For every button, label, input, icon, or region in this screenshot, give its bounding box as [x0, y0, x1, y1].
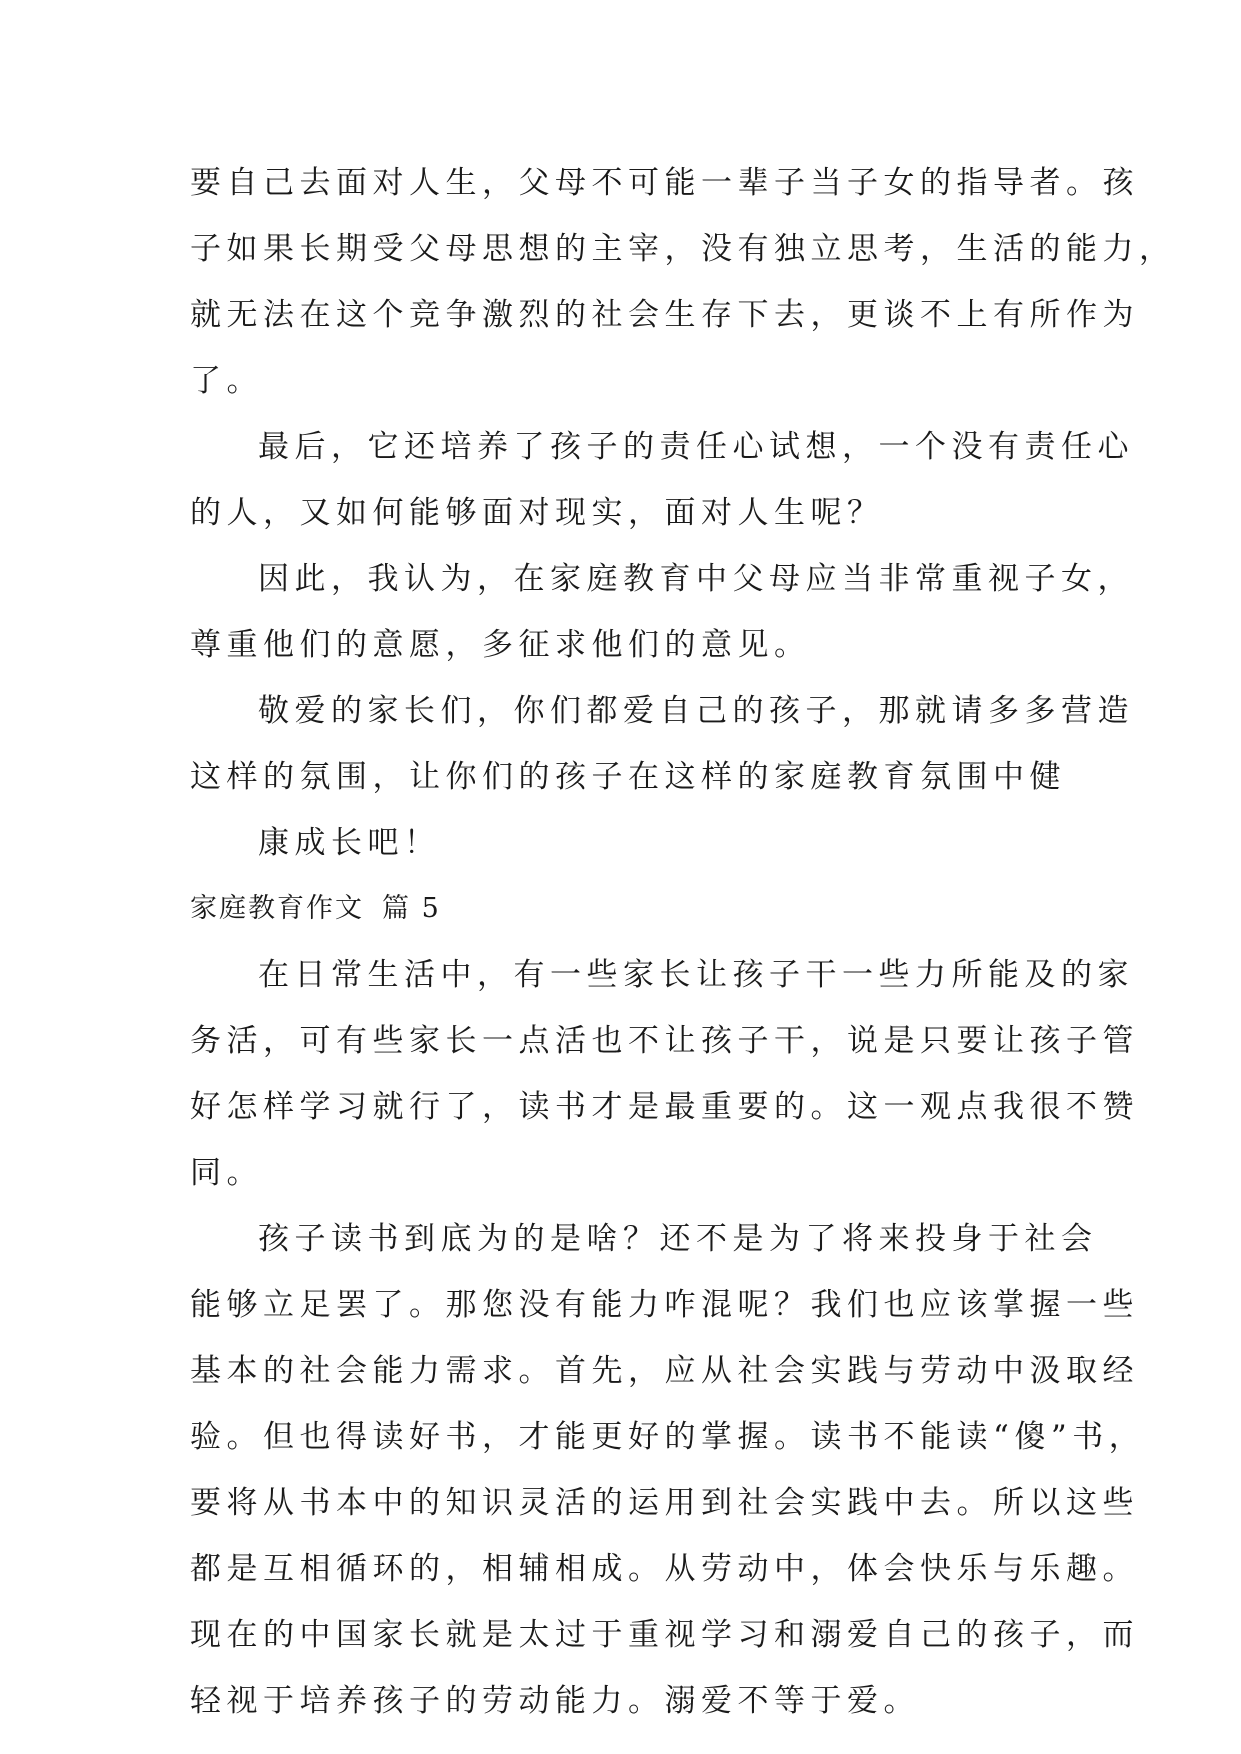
text-line: 能够立足罢了。那您没有能力咋混呢？我们也应该掌握一些: [190, 1287, 1139, 1323]
text-line: 都是互相循环的，相辅相成。从劳动中，体会快乐与乐趣。: [190, 1551, 1139, 1587]
text-line: 务活，可有些家长一点活也不让孩子干，说是只要让孩子管: [190, 1023, 1139, 1059]
text-line: 最后，它还培养了孩子的责任心试想，一个没有责任心: [258, 429, 1134, 465]
text-line: 现在的中国家长就是太过于重视学习和溺爱自己的孩子，而: [190, 1617, 1139, 1653]
text-line: 孩子读书到底为的是啥？还不是为了将来投身于社会: [258, 1221, 1098, 1257]
text-line: 了。: [190, 363, 263, 399]
text-line: 就无法在这个竞争激烈的社会生存下去，更谈不上有所作为: [190, 297, 1139, 333]
text-line: 要自己去面对人生，父母不可能一辈子当子女的指导者。孩: [190, 165, 1139, 201]
text-line: 因此，我认为，在家庭教育中父母应当非常重视子女，: [258, 561, 1134, 597]
text-line: 同。: [190, 1155, 263, 1191]
section-label: 篇 5: [382, 893, 441, 924]
section-title: 家庭教育作文: [190, 893, 364, 924]
text-line: 康成长吧！: [258, 825, 441, 861]
text-line: 验。但也得读好书，才能更好的掌握。读书不能读“傻”书，: [190, 1419, 1146, 1455]
text-line: 的人，又如何能够面对现实，面对人生呢？: [190, 495, 884, 531]
text-line: 尊重他们的意愿，多征求他们的意见。: [190, 627, 811, 663]
text-line: 基本的社会能力需求。首先，应从社会实践与劳动中汲取经: [190, 1353, 1139, 1389]
text-line: 轻视于培养孩子的劳动能力。溺爱不等于爱。: [190, 1683, 920, 1719]
section-heading: [190, 889, 1070, 929]
text-line: 这样的氛围，让你们的孩子在这样的家庭教育氛围中健: [190, 759, 1066, 795]
text-line: 子如果长期受父母思想的主宰，没有独立思考，生活的能力，: [190, 231, 1176, 267]
text-line: 要将从书本中的知识灵活的运用到社会实践中去。所以这些: [190, 1485, 1139, 1521]
text-line: 敬爱的家长们，你们都爱自己的孩子，那就请多多营造: [258, 693, 1134, 729]
text-line: 在日常生活中，有一些家长让孩子干一些力所能及的家: [258, 957, 1134, 993]
text-line: 好怎样学习就行了，读书才是最重要的。这一观点我很不赞: [190, 1089, 1139, 1125]
